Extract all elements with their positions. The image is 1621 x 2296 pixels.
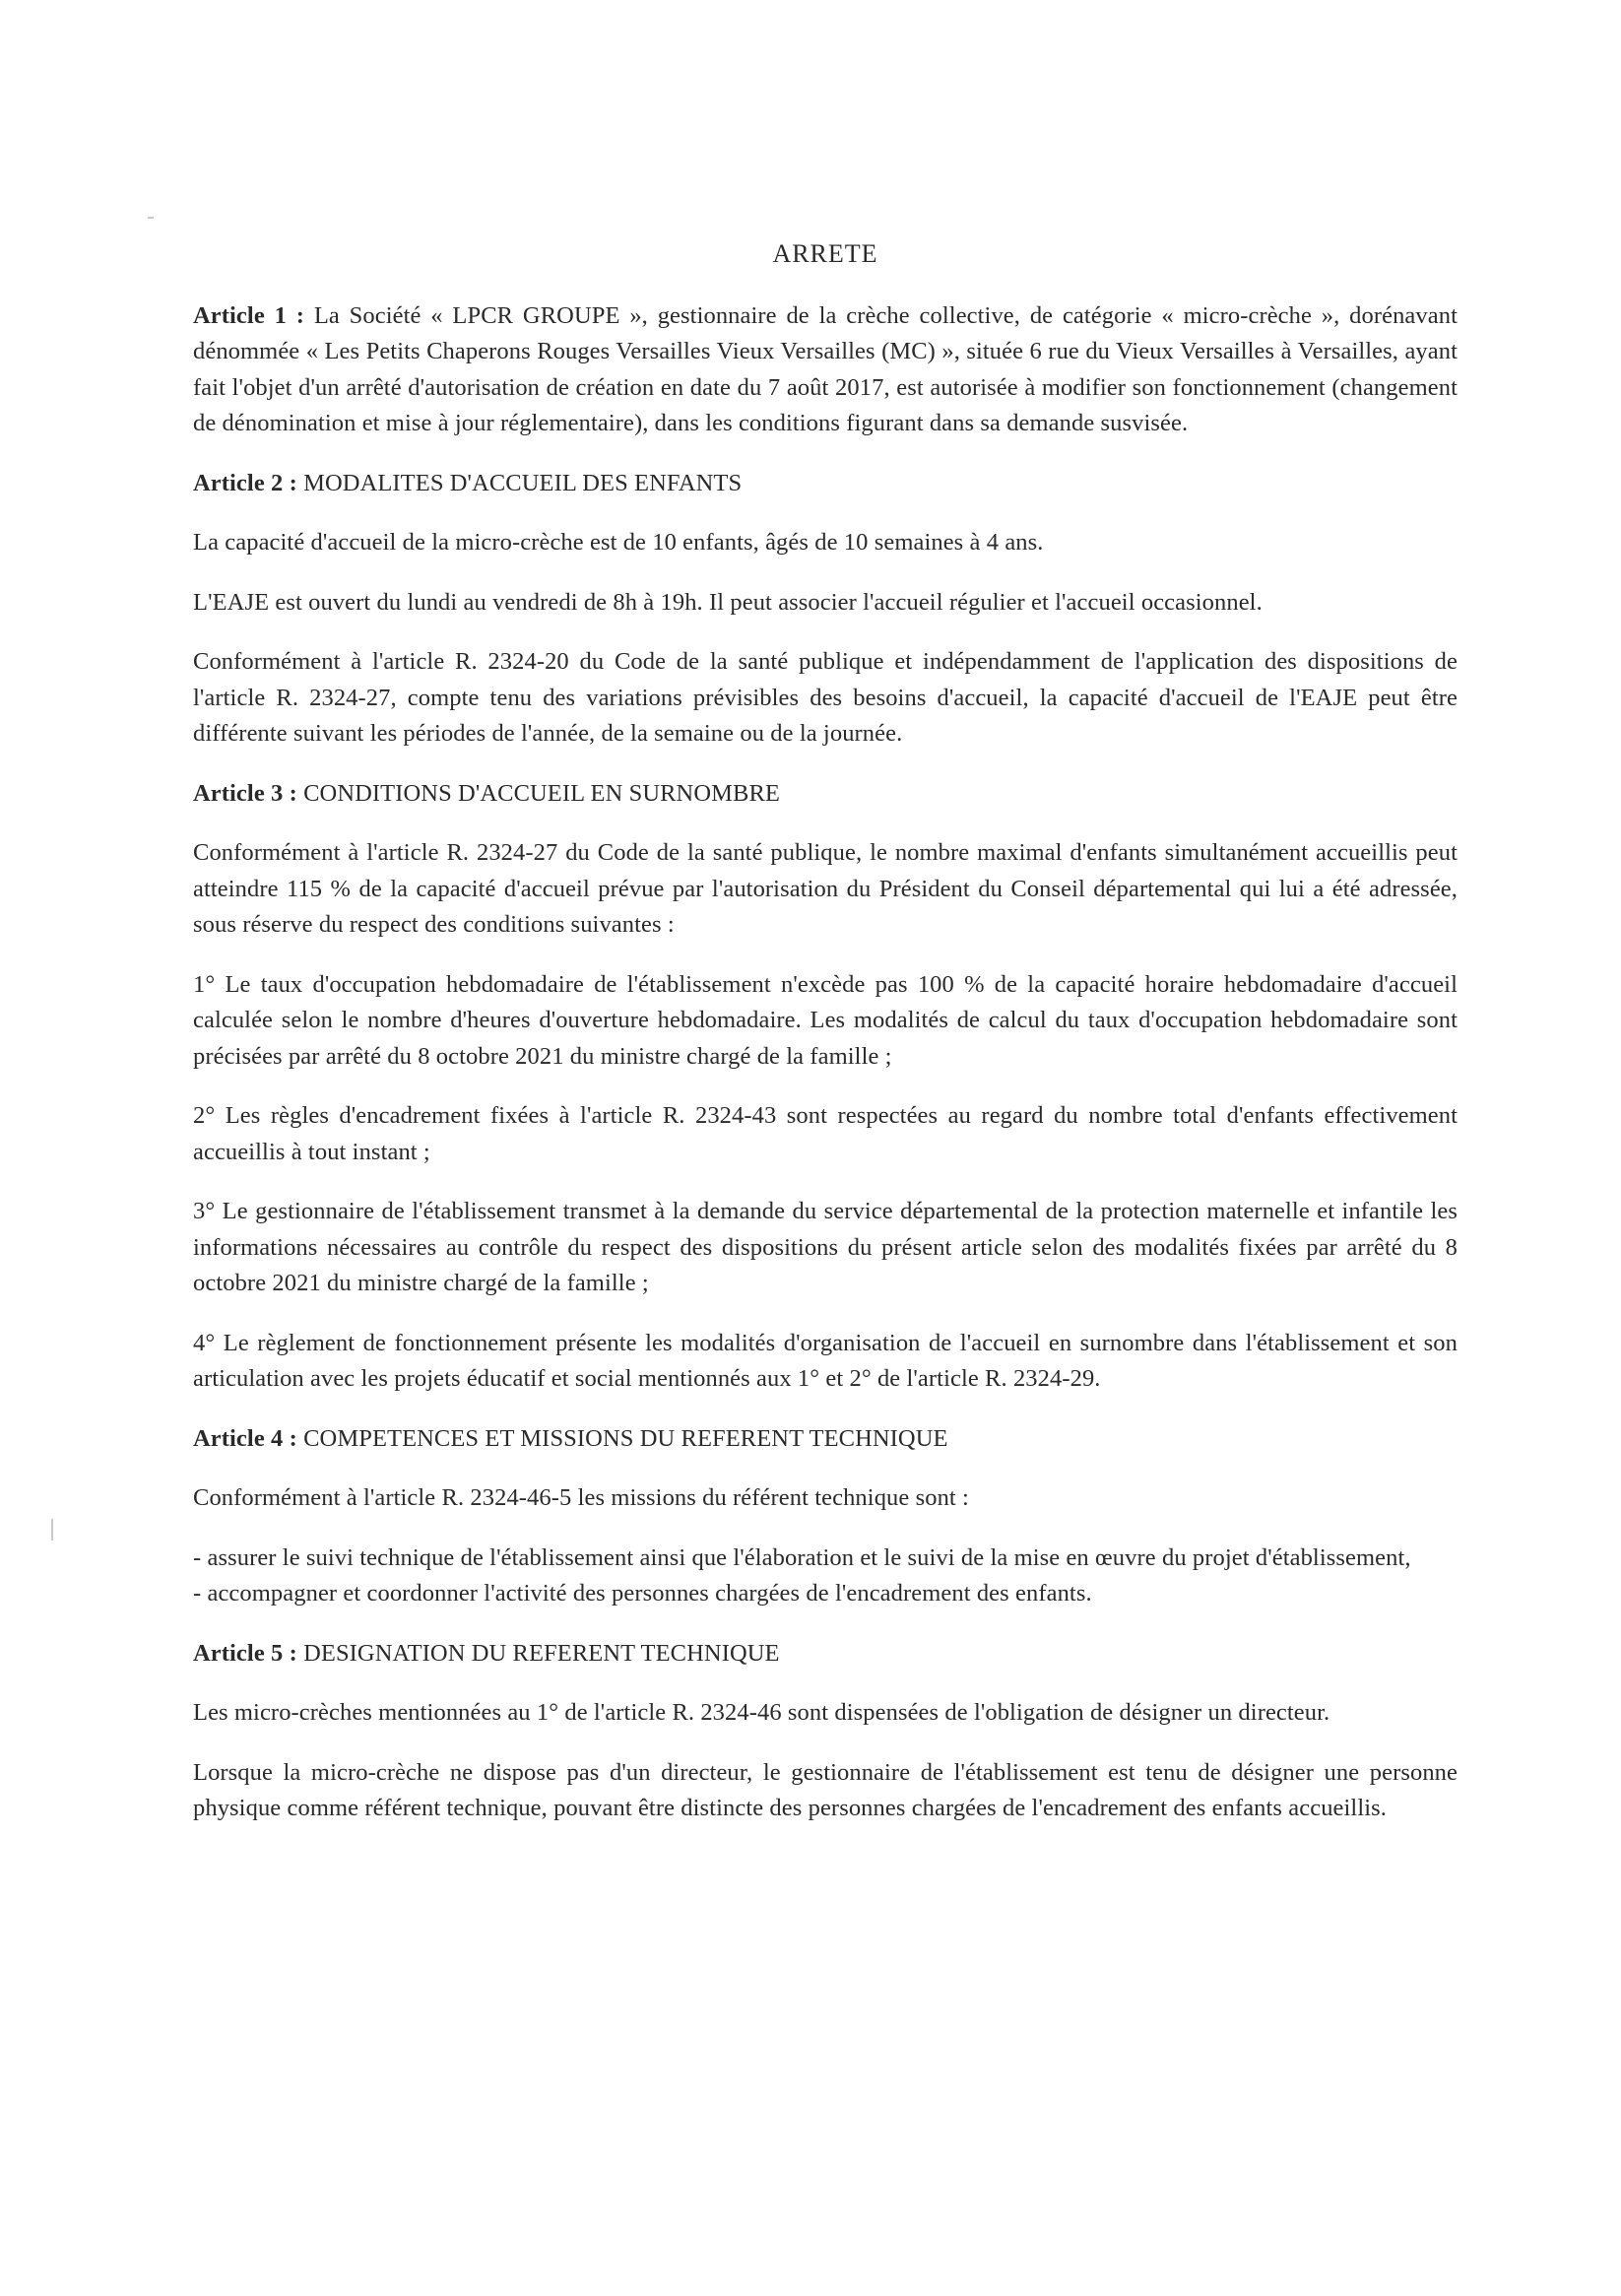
- article-5-heading: [193, 1636, 1458, 1673]
- article-4-label: Article 4 :: [193, 1424, 297, 1452]
- document-page: [193, 236, 1458, 1851]
- article-4: [193, 1421, 1458, 1612]
- article-4-mission-item: - assurer le suivi technique de l'établissement ainsi que l'élaboration et le suivi de la mise en œuvre du projet d'établissement,: [193, 1543, 1411, 1571]
- article-2-heading-text: MODALITES D'ACCUEIL DES ENFANTS: [303, 469, 743, 496]
- article-1-text: La Société « LPCR GROUPE », gestionnaire de la crèche collective, de catégorie « micro-crèche », dorénavant dénommée « Les Petits Chaperons Rouges Versailles Vieux Versailles (MC) », située 6 rue du Vieux Versailles à Versailles, ayant fait l'objet d'un arrêté d'autorisation de création en date du 7 août 2017, est autorisée à modifier son fonctionnement (changement de dénomination et mise à jour réglementaire), dans les conditions figurant dans sa demande susvisée.: [193, 301, 1458, 436]
- article-5-paragraph: Lorsque la micro-crèche ne dispose pas d'un directeur, le gestionnaire de l'établissement est tenu de désigner une personne physique comme référent technique, pouvant être distincte des personnes chargées de l'encadrement des enfants accueillis.: [193, 1758, 1458, 1821]
- article-4-heading: [193, 1421, 1458, 1458]
- scan-artifact-left: [51, 1519, 53, 1541]
- article-2-paragraph: Conformément à l'article R. 2324-20 du Code de la santé publique et indépendamment de l'application des dispositions de l'article R. 2324-27, compte tenu des variations prévisibles des besoins d'accueil, la capacité d'accueil de l'EAJE peut être différente suivant les périodes de l'année, de la semaine ou de la journée.: [193, 648, 1458, 747]
- article-3-heading: [193, 776, 1458, 813]
- article-4-intro: Conformément à l'article R. 2324-46-5 les missions du référent technique sont :: [193, 1484, 969, 1511]
- article-5-heading-text: DESIGNATION DU REFERENT TECHNIQUE: [303, 1639, 780, 1667]
- article-2: [193, 466, 1458, 753]
- article-5-label: Article 5 :: [193, 1639, 297, 1667]
- article-1: [193, 298, 1458, 442]
- article-3-condition: 3° Le gestionnaire de l'établissement transmet à la demande du service départemental de la protection maternelle et infantile les informations nécessaires au contrôle du respect des dispositions du présent article selon des modalités fixées par arrêté du 8 octobre 2021 du ministre chargé de la famille ;: [193, 1198, 1458, 1296]
- article-2-label: Article 2 :: [193, 469, 297, 496]
- scan-artifact-top: [148, 217, 154, 219]
- article-2-heading: [193, 466, 1458, 502]
- article-3-heading-text: CONDITIONS D'ACCUEIL EN SURNOMBRE: [303, 779, 780, 807]
- article-2-paragraph: La capacité d'accueil de la micro-crèche est de 10 enfants, âgés de 10 semaines à 4 ans.: [193, 529, 1044, 556]
- article-4-mission-item: - accompagner et coordonner l'activité des personnes chargées de l'encadrement des enfants.: [193, 1580, 1092, 1607]
- document-title: ARRETE: [772, 239, 878, 268]
- article-3-condition: 1° Le taux d'occupation hebdomadaire de l'établissement n'excède pas 100 % de la capacité horaire hebdomadaire d'accueil calculée selon le nombre d'heures d'ouverture hebdomadaire. Les modalités de calcul du taux d'occupation hebdomadaire sont précisées par arrêté du 8 octobre 2021 du ministre chargé de la famille ;: [193, 970, 1458, 1070]
- article-5: [193, 1636, 1458, 1827]
- article-3-paragraph: Conformément à l'article R. 2324-27 du Code de la santé publique, le nombre maximal d'enfants simultanément accueillis peut atteindre 115 % de la capacité d'accueil prévue par l'autorisation du Président du Conseil départemental qui lui a été adressée, sous réserve du respect des conditions suivantes :: [193, 839, 1458, 938]
- article-3-condition: 4° Le règlement de fonctionnement présente les modalités d'organisation de l'accueil en surnombre dans l'établissement et son articulation avec les projets éducatif et social mentionnés aux 1° et 2° de l'article R. 2324-29.: [193, 1329, 1458, 1392]
- article-2-paragraph: L'EAJE est ouvert du lundi au vendredi de 8h à 19h. Il peut associer l'accueil régulier et l'accueil occasionnel.: [193, 588, 1263, 616]
- article-3: [193, 776, 1458, 1398]
- article-4-heading-text: COMPETENCES ET MISSIONS DU REFERENT TECHNIQUE: [303, 1424, 948, 1452]
- article-1-label: Article 1 :: [193, 301, 305, 329]
- article-1-paragraph: [193, 298, 1458, 442]
- article-5-paragraph: Les micro-crèches mentionnées au 1° de l'article R. 2324-46 sont dispensées de l'obligation de désigner un directeur.: [193, 1699, 1330, 1726]
- article-3-condition: 2° Les règles d'encadrement fixées à l'article R. 2324-43 sont respectées au regard du nombre total d'enfants effectivement accueillis à tout instant ;: [193, 1102, 1458, 1165]
- article-3-label: Article 3 :: [193, 779, 297, 807]
